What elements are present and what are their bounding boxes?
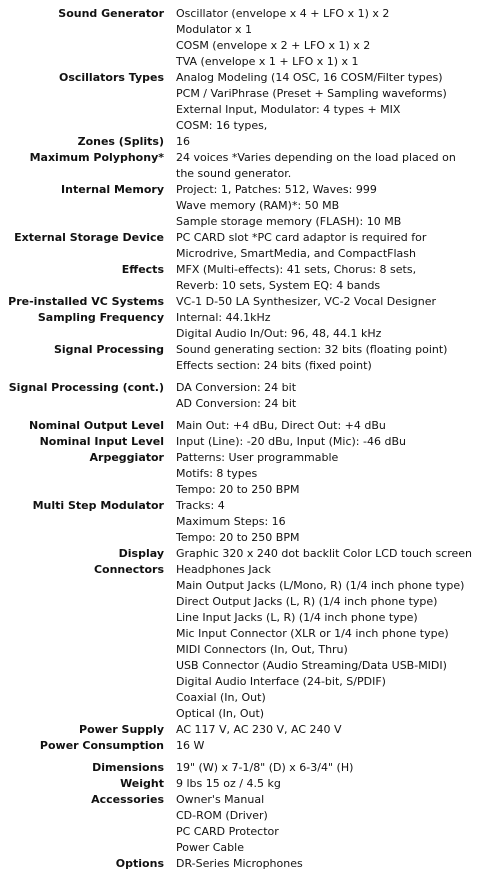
spec-value-line: Main Output Jacks (L/Mono, R) (1/4 inch phone type) [176,579,465,592]
spec-label: Nominal Output Level [29,419,164,432]
spec-values [176,738,493,754]
spec-label: Internal Memory [61,183,164,196]
spec-label: Maximum Polyphony* [29,151,164,164]
spec-label: Signal Processing (cont.) [8,381,164,394]
spec-row [0,546,493,562]
spec-value-line: DA Conversion: 24 bit [176,381,297,394]
spec-values [176,434,493,450]
spec-value-line: AC 117 V, AC 230 V, AC 240 V [176,723,342,736]
spec-value-line: Project: 1, Patches: 512, Waves: 999 [176,183,377,196]
spec-values [176,450,493,498]
spec-value-line: Modulator x 1 [176,23,253,36]
spec-row [0,182,493,230]
spec-label: External Storage Device [14,231,164,244]
spec-value-line: Analog Modeling (14 OSC, 16 COSM/Filter types) [176,71,443,84]
spec-label: Signal Processing [53,343,164,356]
spec-row [0,562,493,722]
spec-value-line: Patterns: User programmable [176,451,339,464]
spec-values [176,498,493,546]
spec-value-line: Effects section: 24 bits (fixed point) [176,359,372,372]
spec-values [176,342,493,374]
spec-row [0,722,493,738]
spec-value-line: 24 voices *Varies depending on the load placed on [176,151,456,164]
spec-label: Zones (Splits) [77,135,164,148]
spec-value-line: Sample storage memory (FLASH): 10 MB [176,215,402,228]
spec-label: Pre-installed VC Systems [8,295,164,308]
spec-value-line: Tempo: 20 to 250 BPM [176,531,300,544]
spec-value-line: Digital Audio Interface (24-bit, S/PDIF) [176,675,386,688]
spec-value-line: Headphones Jack [176,563,271,576]
spec-values [176,310,493,342]
spec-row [0,498,493,546]
spec-value-line: 16 W [176,739,205,752]
spec-value-line: Reverb: 10 sets, System EQ: 4 bands [176,279,381,292]
spec-value-line: PC CARD Protector [176,825,279,838]
spec-value-line: External Input, Modulator: 4 types + MIX [176,103,401,116]
spec-label: Nominal Input Level [39,435,164,448]
spec-value-line: CD-ROM (Driver) [176,809,268,822]
spec-row [0,856,493,872]
spec-value-line: Digital Audio In/Out: 96, 48, 44.1 kHz [176,327,382,340]
spec-value-line: Maximum Steps: 16 [176,515,286,528]
spec-values [176,856,493,872]
spec-row [0,434,493,450]
spec-values [176,722,493,738]
spec-values [176,70,493,134]
spec-label: Accessories [91,793,164,806]
spec-label: Oscillators Types [58,71,164,84]
spec-row [0,776,493,792]
spec-value-line: Tempo: 20 to 250 BPM [176,483,300,496]
spec-value-line: Internal: 44.1kHz [176,311,271,324]
spec-values [176,760,493,776]
spec-row [0,70,493,134]
spec-values [176,294,493,310]
spec-label: Dimensions [92,761,164,774]
spec-values [176,230,493,262]
spec-value-line: AD Conversion: 24 bit [176,397,297,410]
spec-value-line: TVA (envelope x 1 + LFO x 1) x 1 [176,55,359,68]
spec-label: Sampling Frequency [37,311,164,324]
spec-values [176,150,493,182]
spec-label: Options [115,857,164,870]
spec-value-line: Optical (In, Out) [176,707,265,720]
spec-value-line: COSM (envelope x 2 + LFO x 1) x 2 [176,39,371,52]
spec-value-line: COSM: 16 types, [176,119,268,132]
spec-value-line: Sound generating section: 32 bits (floating point) [176,343,448,356]
spec-row [0,792,493,856]
spec-values [176,134,493,150]
spec-value-line: Power Cable [176,841,244,854]
spec-row [0,294,493,310]
spec-row [0,134,493,150]
spec-values [176,562,493,722]
spec-value-line: 9 lbs 15 oz / 4.5 kg [176,777,281,790]
spec-value-line: Tracks: 4 [176,499,225,512]
spec-value-line: MFX (Multi-effects): 41 sets, Chorus: 8 sets, [176,263,417,276]
spec-values [176,380,493,412]
spec-label: Power Consumption [39,739,164,752]
spec-value-line: Coaxial (In, Out) [176,691,266,704]
spec-row [0,262,493,294]
spec-value-line: Motifs: 8 types [176,467,258,480]
spec-values [176,776,493,792]
spec-label: Connectors [93,563,164,576]
spec-value-line: Oscillator (envelope x 4 + LFO x 1) x 2 [176,7,390,20]
spec-label: Arpeggiator [89,451,164,464]
spec-value-line: Line Input Jacks (L, R) (1/4 inch phone type) [176,611,418,624]
spec-value-line: the sound generator. [176,167,292,180]
spec-value-line: Microdrive, SmartMedia, and CompactFlash [176,247,416,260]
spec-value-line: Mic Input Connector (XLR or 1/4 inch phone type) [176,627,449,640]
spec-value-line: Main Out: +4 dBu, Direct Out: +4 dBu [176,419,386,432]
spec-label: Sound Generator [58,7,164,20]
spec-value-line: VC-1 D-50 LA Synthesizer, VC-2 Vocal Designer [176,295,437,308]
spec-value-line: Owner's Manual [176,793,265,806]
spec-value-line: PC CARD slot *PC card adaptor is required for [176,231,427,244]
spec-value-line: MIDI Connectors (In, Out, Thru) [176,643,348,656]
spec-label: Effects [121,263,164,276]
spec-value-line: DR-Series Microphones [176,857,303,870]
spec-row [0,230,493,262]
spec-value-line: 19" (W) x 7-1/8" (D) x 6-3/4" (H) [176,761,354,774]
spec-row [0,450,493,498]
spec-label: Power Supply [79,723,164,736]
spec-values [176,262,493,294]
spec-row [0,6,493,70]
spec-row [0,760,493,776]
spec-values [176,6,493,70]
spec-value-line: Wave memory (RAM)*: 50 MB [176,199,340,212]
spec-label: Multi Step Modulator [32,499,164,512]
spec-value-line: Graphic 320 x 240 dot backlit Color LCD touch screen [176,547,473,560]
spec-row [0,310,493,342]
spec-row [0,342,493,374]
spec-row [0,380,493,412]
spec-value-line: PCM / VariPhrase (Preset + Sampling waveforms) [176,87,447,100]
spec-values [176,546,493,562]
spec-value-line: 16 [176,135,190,148]
spec-values [176,418,493,434]
spec-value-line: Direct Output Jacks (L, R) (1/4 inch phone type) [176,595,438,608]
spec-values [176,182,493,230]
spec-value-line: Input (Line): -20 dBu, Input (Mic): -46 dBu [176,435,406,448]
spec-row [0,418,493,434]
spec-values [176,792,493,856]
spec-label: Weight [120,777,164,790]
spec-value-line: USB Connector (Audio Streaming/Data USB-MIDI) [176,659,447,672]
spec-row [0,738,493,754]
spec-label: Display [118,547,164,560]
spec-row [0,150,493,182]
